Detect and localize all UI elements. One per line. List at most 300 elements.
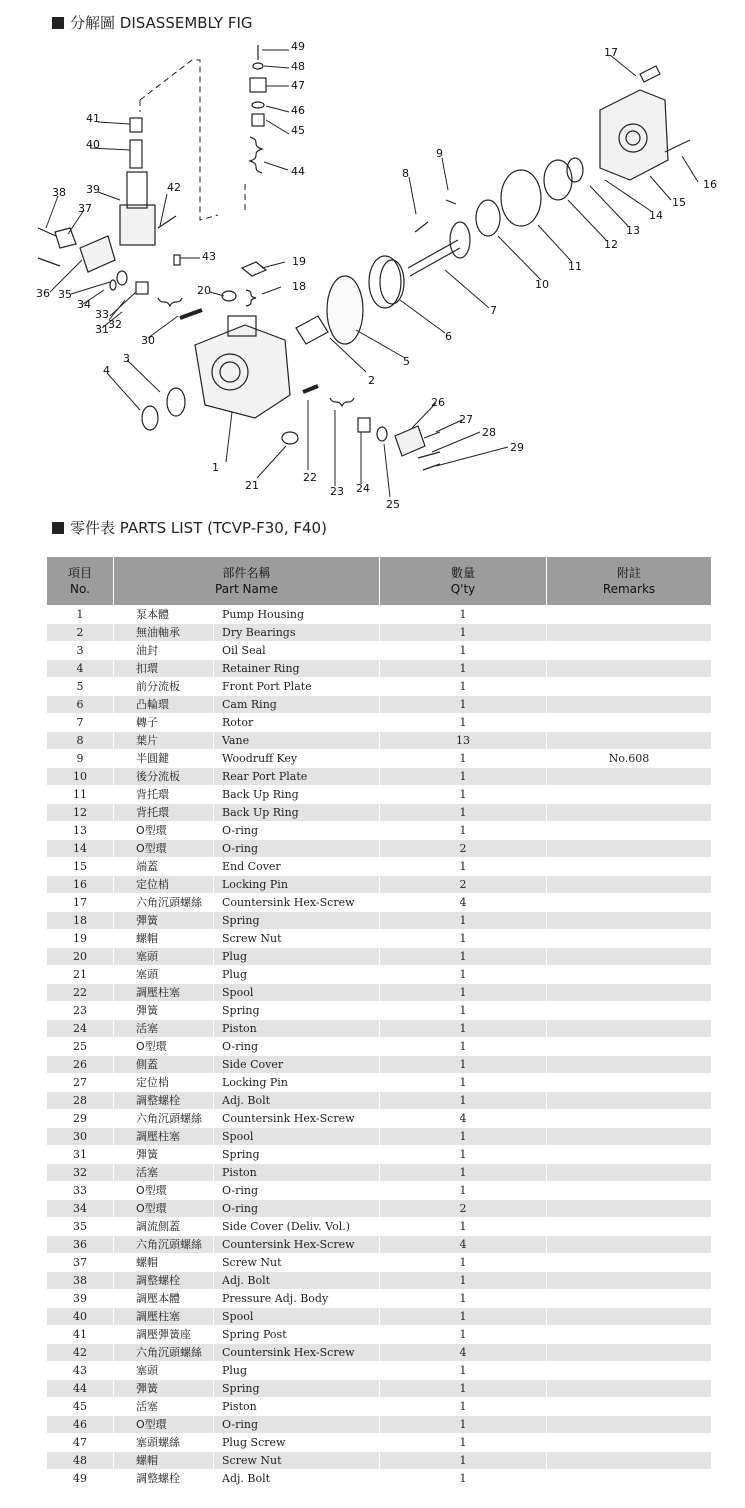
row-name-zh: 活塞 — [114, 1020, 214, 1038]
callout-9: 9 — [436, 147, 443, 160]
callout-47: 47 — [291, 79, 305, 92]
row-name-zh: 六角沉頭螺絲 — [114, 1110, 214, 1128]
row-remarks — [547, 876, 712, 894]
square-bullet-icon — [52, 522, 64, 534]
row-number: 11 — [47, 786, 114, 804]
callout-34: 34 — [77, 298, 91, 311]
row-name-en: Spring — [214, 1146, 380, 1164]
row-name-zh: 端蓋 — [114, 858, 214, 876]
row-number: 48 — [47, 1452, 114, 1470]
end-cover — [600, 90, 668, 180]
row-name-en: Plug — [214, 966, 380, 984]
row-qty: 1 — [380, 1002, 547, 1020]
table-row — [47, 912, 712, 930]
row-number: 8 — [47, 732, 114, 750]
table-row — [47, 786, 712, 804]
table-row — [47, 1308, 712, 1326]
row-name-en: Plug Screw — [214, 1434, 380, 1452]
row-number: 43 — [47, 1362, 114, 1380]
row-number: 49 — [47, 1470, 114, 1488]
row-number: 27 — [47, 1074, 114, 1092]
callout-36: 36 — [36, 287, 50, 300]
row-remarks — [547, 1254, 712, 1272]
row-name-zh: 背托環 — [114, 804, 214, 822]
row-name-zh: O型環 — [114, 1038, 214, 1056]
table-row — [47, 894, 712, 912]
row-name-en: O-ring — [214, 840, 380, 858]
row-qty: 1 — [380, 1020, 547, 1038]
row-name-zh: 扣環 — [114, 660, 214, 678]
row-name-en: Locking Pin — [214, 876, 380, 894]
table-row — [47, 732, 712, 750]
table-row — [47, 1452, 712, 1470]
row-number: 47 — [47, 1434, 114, 1452]
row-name-en: Pressure Adj. Body — [214, 1290, 380, 1308]
row-remarks — [547, 858, 712, 876]
row-remarks — [547, 984, 712, 1002]
row-number: 33 — [47, 1182, 114, 1200]
row-name-en: Spool — [214, 984, 380, 1002]
row-name-en: Piston — [214, 1398, 380, 1416]
row-remarks — [547, 714, 712, 732]
table-row — [47, 1182, 712, 1200]
row-name-zh: 螺帽 — [114, 1254, 214, 1272]
table-row — [47, 660, 712, 678]
row-qty: 1 — [380, 606, 547, 624]
row-name-zh: 塞頭 — [114, 948, 214, 966]
row-remarks — [547, 696, 712, 714]
back-up-ring-11 — [501, 170, 541, 226]
row-qty: 1 — [380, 1326, 547, 1344]
callout-2: 2 — [368, 374, 375, 387]
row-remarks — [547, 1416, 712, 1434]
callout-12: 12 — [604, 238, 618, 251]
row-number: 13 — [47, 822, 114, 840]
row-number: 28 — [47, 1092, 114, 1110]
row-qty: 2 — [380, 1200, 547, 1218]
row-qty: 1 — [380, 1308, 547, 1326]
row-qty: 1 — [380, 678, 547, 696]
callout-24: 24 — [356, 482, 370, 495]
row-qty: 1 — [380, 822, 547, 840]
row-number: 32 — [47, 1164, 114, 1182]
row-name-en: Screw Nut — [214, 930, 380, 948]
table-row — [47, 1002, 712, 1020]
spring-18 — [246, 290, 256, 306]
table-row — [47, 1326, 712, 1344]
row-name-zh: 定位梢 — [114, 876, 214, 894]
spring-44 — [250, 137, 262, 173]
row-number: 16 — [47, 876, 114, 894]
row-qty: 1 — [380, 1434, 547, 1452]
callout-40: 40 — [86, 138, 100, 151]
table-row — [47, 1416, 712, 1434]
row-name-en: O-ring — [214, 1038, 380, 1056]
table-row — [47, 822, 712, 840]
parts-list-heading — [52, 517, 327, 538]
row-remarks — [547, 1470, 712, 1488]
callout-37: 37 — [78, 202, 92, 215]
row-name-en: O-ring — [214, 1416, 380, 1434]
disassembly-heading — [52, 12, 253, 33]
row-name-zh: 調壓彈簧座 — [114, 1326, 214, 1344]
row-qty: 1 — [380, 930, 547, 948]
callout-28: 28 — [482, 426, 496, 439]
row-name-en: Plug — [214, 1362, 380, 1380]
row-remarks — [547, 768, 712, 786]
row-remarks — [547, 948, 712, 966]
table-row — [47, 984, 712, 1002]
row-name-zh: 調壓柱塞 — [114, 984, 214, 1002]
table-row — [47, 858, 712, 876]
row-number: 24 — [47, 1020, 114, 1038]
callout-41: 41 — [86, 112, 100, 125]
spring-31 — [158, 298, 182, 306]
row-name-zh: 調整螺栓 — [114, 1470, 214, 1488]
table-row — [47, 804, 712, 822]
row-remarks — [547, 1236, 712, 1254]
row-qty: 1 — [380, 912, 547, 930]
callout-44: 44 — [291, 165, 305, 178]
callout-15: 15 — [672, 196, 686, 209]
table-row — [47, 840, 712, 858]
row-number: 34 — [47, 1200, 114, 1218]
table-row — [47, 750, 712, 768]
row-name-zh: 側蓋 — [114, 1056, 214, 1074]
callout-48: 48 — [291, 60, 305, 73]
table-row — [47, 966, 712, 984]
row-remarks — [547, 660, 712, 678]
row-name-en: Cam Ring — [214, 696, 380, 714]
parts-table — [46, 556, 712, 1488]
row-qty: 2 — [380, 876, 547, 894]
row-name-en: Spring — [214, 1380, 380, 1398]
row-name-en: Back Up Ring — [214, 786, 380, 804]
row-name-en: Rotor — [214, 714, 380, 732]
row-remarks — [547, 1074, 712, 1092]
table-row — [47, 1290, 712, 1308]
row-remarks — [547, 1452, 712, 1470]
callout-25: 25 — [386, 498, 400, 511]
row-qty: 1 — [380, 948, 547, 966]
callout-21: 21 — [245, 479, 259, 492]
row-name-en: Dry Bearings — [214, 624, 380, 642]
row-number: 30 — [47, 1128, 114, 1146]
row-qty: 1 — [380, 804, 547, 822]
pump-housing — [195, 325, 290, 418]
row-remarks — [547, 1092, 712, 1110]
table-row — [47, 1254, 712, 1272]
row-remarks — [547, 1308, 712, 1326]
callout-1: 1 — [212, 461, 219, 474]
row-remarks — [547, 930, 712, 948]
row-name-en: Countersink Hex-Screw — [214, 1344, 380, 1362]
row-number: 12 — [47, 804, 114, 822]
table-header-row — [47, 557, 712, 606]
row-name-en: Front Port Plate — [214, 678, 380, 696]
table-row — [47, 1218, 712, 1236]
row-remarks — [547, 1398, 712, 1416]
row-name-zh: 六角沉頭螺絲 — [114, 1236, 214, 1254]
row-name-en: Woodruff Key — [214, 750, 380, 768]
callout-30: 30 — [141, 334, 155, 347]
row-name-en: Spring — [214, 912, 380, 930]
row-number: 9 — [47, 750, 114, 768]
dashed-assembly-path — [140, 60, 245, 220]
table-row — [47, 768, 712, 786]
row-remarks — [547, 1362, 712, 1380]
row-number: 45 — [47, 1398, 114, 1416]
row-name-zh: O型環 — [114, 1182, 214, 1200]
row-name-zh: 定位梢 — [114, 1074, 214, 1092]
callout-22: 22 — [303, 471, 317, 484]
row-name-en: Adj. Bolt — [214, 1272, 380, 1290]
retainer-ring — [142, 406, 158, 430]
row-qty: 1 — [380, 786, 547, 804]
table-row — [47, 696, 712, 714]
row-name-en: Screw Nut — [214, 1452, 380, 1470]
callout-26: 26 — [431, 396, 445, 409]
row-name-zh: 調整螺栓 — [114, 1272, 214, 1290]
row-name-en: Plug — [214, 948, 380, 966]
callout-32: 32 — [108, 318, 122, 331]
table-row — [47, 1362, 712, 1380]
row-number: 18 — [47, 912, 114, 930]
row-qty: 1 — [380, 1380, 547, 1398]
callout-7: 7 — [490, 304, 497, 317]
row-remarks — [547, 1218, 712, 1236]
callout-46: 46 — [291, 104, 305, 117]
row-remarks — [547, 1434, 712, 1452]
row-name-zh: 螺帽 — [114, 930, 214, 948]
row-qty: 1 — [380, 966, 547, 984]
row-remarks — [547, 1182, 712, 1200]
row-name-en: Side Cover (Deliv. Vol.) — [214, 1218, 380, 1236]
row-remarks — [547, 894, 712, 912]
table-row — [47, 1398, 712, 1416]
row-name-zh: 凸輪環 — [114, 696, 214, 714]
callout-33: 33 — [95, 308, 109, 321]
table-row — [47, 876, 712, 894]
row-name-zh: 後分流板 — [114, 768, 214, 786]
row-qty: 4 — [380, 1110, 547, 1128]
row-number: 39 — [47, 1290, 114, 1308]
row-number: 19 — [47, 930, 114, 948]
row-remarks — [547, 804, 712, 822]
row-remarks — [547, 1272, 712, 1290]
table-row — [47, 624, 712, 642]
row-remarks — [547, 1164, 712, 1182]
table-row — [47, 948, 712, 966]
row-name-zh: 背托環 — [114, 786, 214, 804]
row-remarks — [547, 786, 712, 804]
row-number: 7 — [47, 714, 114, 732]
row-name-zh: 調壓柱塞 — [114, 1308, 214, 1326]
row-remarks — [547, 678, 712, 696]
row-name-en: Vane — [214, 732, 380, 750]
table-row — [47, 1272, 712, 1290]
table-row — [47, 1164, 712, 1182]
row-number: 17 — [47, 894, 114, 912]
row-number: 41 — [47, 1326, 114, 1344]
table-row — [47, 1236, 712, 1254]
row-number: 3 — [47, 642, 114, 660]
row-qty: 1 — [380, 1074, 547, 1092]
row-remarks — [547, 966, 712, 984]
parts-list-title: 零件表 PARTS LIST (TCVP-F30, F40) — [70, 519, 327, 537]
table-row — [47, 606, 712, 624]
table-row — [47, 1110, 712, 1128]
row-name-zh: 彈簧 — [114, 1146, 214, 1164]
row-qty: 1 — [380, 1164, 547, 1182]
row-name-en: End Cover — [214, 858, 380, 876]
row-qty: 1 — [380, 624, 547, 642]
row-qty: 1 — [380, 1182, 547, 1200]
row-number: 22 — [47, 984, 114, 1002]
disassembly-title: 分解圖 DISASSEMBLY FIG — [70, 14, 253, 32]
row-name-zh: 彈簧 — [114, 1380, 214, 1398]
row-qty: 1 — [380, 1092, 547, 1110]
callout-49: 49 — [291, 40, 305, 53]
row-name-zh: 彈簧 — [114, 1002, 214, 1020]
callout-35: 35 — [58, 288, 72, 301]
parts-table-body — [47, 606, 712, 1488]
row-qty: 1 — [380, 642, 547, 660]
row-qty: 1 — [380, 1398, 547, 1416]
row-name-en: Spring Post — [214, 1326, 380, 1344]
row-qty: 1 — [380, 1128, 547, 1146]
row-name-zh: 葉片 — [114, 732, 214, 750]
row-qty: 1 — [380, 1254, 547, 1272]
row-remarks — [547, 624, 712, 642]
row-number: 23 — [47, 1002, 114, 1020]
row-name-en: Adj. Bolt — [214, 1092, 380, 1110]
row-name-en: Rear Port Plate — [214, 768, 380, 786]
callout-27: 27 — [459, 413, 473, 426]
row-qty: 1 — [380, 1056, 547, 1074]
row-name-en: Spring — [214, 1002, 380, 1020]
row-name-en: Locking Pin — [214, 1074, 380, 1092]
row-qty: 13 — [380, 732, 547, 750]
header-no: 項目 No. — [47, 557, 114, 606]
row-name-en: Oil Seal — [214, 642, 380, 660]
row-number: 15 — [47, 858, 114, 876]
row-number: 20 — [47, 948, 114, 966]
row-qty: 1 — [380, 1452, 547, 1470]
row-qty: 1 — [380, 696, 547, 714]
pressure-adj-body — [120, 205, 155, 245]
row-name-zh: 無油軸承 — [114, 624, 214, 642]
callout-10: 10 — [535, 278, 549, 291]
row-name-en: O-ring — [214, 822, 380, 840]
row-number: 37 — [47, 1254, 114, 1272]
table-row — [47, 1056, 712, 1074]
callout-19: 19 — [292, 255, 306, 268]
row-number: 2 — [47, 624, 114, 642]
row-remarks — [547, 1038, 712, 1056]
row-remarks — [547, 1128, 712, 1146]
callout-14: 14 — [649, 209, 663, 222]
row-name-zh: 油封 — [114, 642, 214, 660]
row-name-zh: O型環 — [114, 1200, 214, 1218]
callout-42: 42 — [167, 181, 181, 194]
row-qty: 1 — [380, 1416, 547, 1434]
table-row — [47, 1038, 712, 1056]
side-cover — [395, 426, 425, 456]
table-row — [47, 642, 712, 660]
row-qty: 1 — [380, 1038, 547, 1056]
row-name-en: Adj. Bolt — [214, 1470, 380, 1488]
side-cover-deliv — [80, 236, 115, 272]
row-qty: 1 — [380, 768, 547, 786]
table-row — [47, 1380, 712, 1398]
row-name-zh: 彈簧 — [114, 912, 214, 930]
row-number: 5 — [47, 678, 114, 696]
row-name-zh: 轉子 — [114, 714, 214, 732]
row-number: 29 — [47, 1110, 114, 1128]
table-row — [47, 1020, 712, 1038]
row-name-zh: 活塞 — [114, 1164, 214, 1182]
callout-6: 6 — [445, 330, 452, 343]
row-remarks — [547, 1146, 712, 1164]
row-number: 40 — [47, 1308, 114, 1326]
row-name-en: Side Cover — [214, 1056, 380, 1074]
row-name-en: O-ring — [214, 1200, 380, 1218]
row-remarks — [547, 642, 712, 660]
row-number: 6 — [47, 696, 114, 714]
callout-45: 45 — [291, 124, 305, 137]
header-part-name: 部件名稱 Part Name — [114, 557, 380, 606]
row-name-zh: O型環 — [114, 1416, 214, 1434]
rear-port-plate — [476, 200, 500, 236]
table-row — [47, 714, 712, 732]
row-number: 26 — [47, 1056, 114, 1074]
part-drawings — [38, 45, 690, 470]
row-name-en: O-ring — [214, 1182, 380, 1200]
header-qty: 數量 Q'ty — [380, 557, 547, 606]
row-remarks — [547, 1020, 712, 1038]
table-row — [47, 1470, 712, 1488]
row-number: 44 — [47, 1380, 114, 1398]
row-qty: 1 — [380, 984, 547, 1002]
callout-4: 4 — [103, 364, 110, 377]
row-qty: 1 — [380, 714, 547, 732]
row-name-en: Spool — [214, 1128, 380, 1146]
row-number: 36 — [47, 1236, 114, 1254]
row-name-en: Screw Nut — [214, 1254, 380, 1272]
oil-seal — [167, 388, 185, 416]
row-number: 35 — [47, 1218, 114, 1236]
callout-18: 18 — [292, 280, 306, 293]
callout-38: 38 — [52, 186, 66, 199]
table-row — [47, 930, 712, 948]
callout-43: 43 — [202, 250, 216, 263]
row-number: 42 — [47, 1344, 114, 1362]
row-qty: 4 — [380, 1344, 547, 1362]
row-remarks — [547, 822, 712, 840]
row-remarks — [547, 1056, 712, 1074]
row-name-en: Back Up Ring — [214, 804, 380, 822]
exploded-view-diagram — [0, 32, 745, 512]
row-name-zh: 塞頭 — [114, 1362, 214, 1380]
row-qty: 1 — [380, 1146, 547, 1164]
row-name-en: Spool — [214, 1308, 380, 1326]
row-remarks — [547, 1110, 712, 1128]
row-name-en: Piston — [214, 1164, 380, 1182]
row-name-zh: 六角沉頭螺絲 — [114, 1344, 214, 1362]
row-number: 46 — [47, 1416, 114, 1434]
callout-29: 29 — [510, 441, 524, 454]
